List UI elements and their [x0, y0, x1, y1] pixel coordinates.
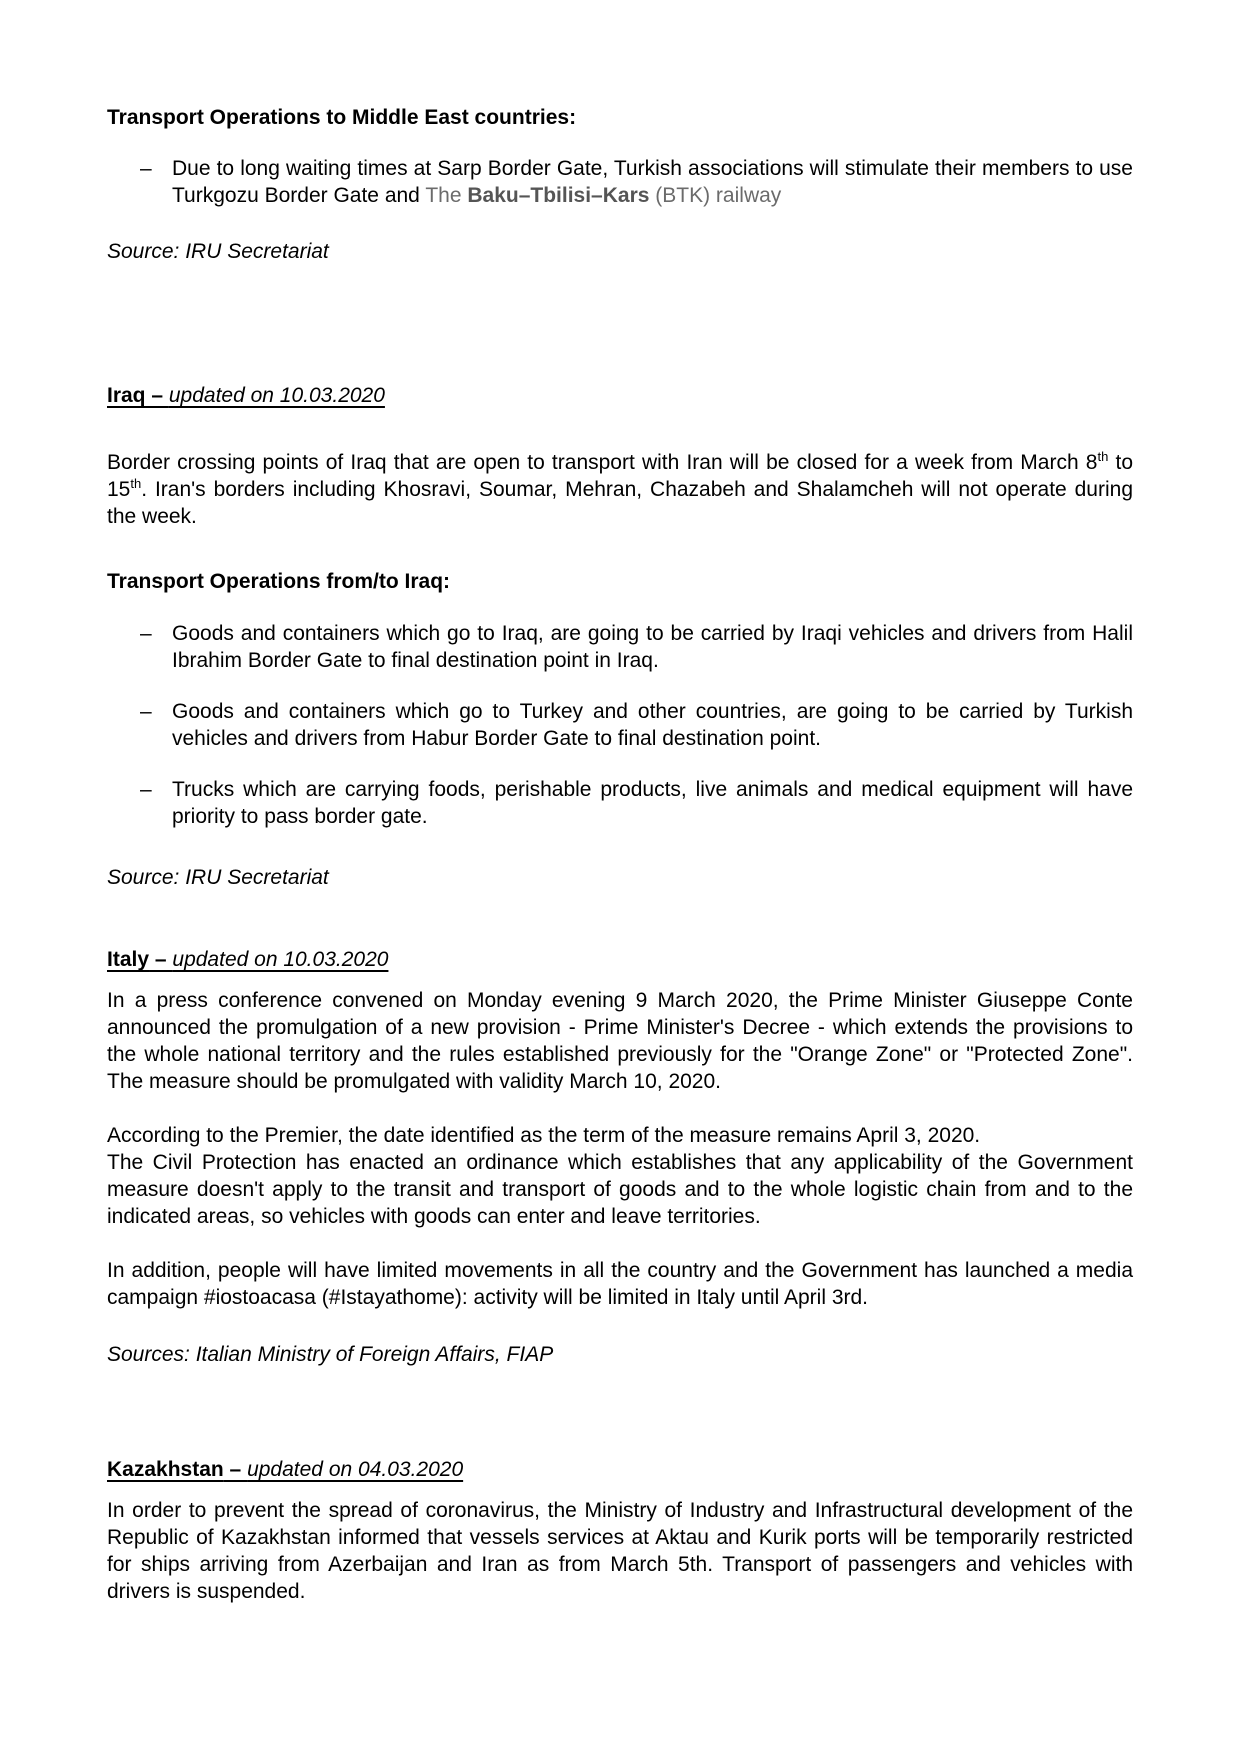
- iraq-bullet-item-3: [107, 776, 1133, 830]
- middle-east-bullet-item: [107, 155, 1133, 209]
- middle-east-bullet-text: [172, 155, 1133, 209]
- iraq-heading: [107, 382, 1133, 409]
- italy-paragraph-2-rest: The Civil Protection has enacted an ordinance which establishes that any applicability of the Government measure doesn't apply to the transit and transport of goods and to the whole logistic chain from and to the indicated areas, so vehicles with goods can enter and leave territories.: [107, 1151, 1133, 1228]
- bullet-dash: –: [140, 622, 152, 645]
- bullet-text-btk-railway-name: Baku–Tbilisi–Kars: [467, 184, 650, 207]
- iraq-heading-update-date: updated on 10.03.2020: [168, 384, 385, 407]
- bullet-text-black: Due to long waiting times at Sarp Border Gate, Turkish associations will stimulate their members to use Turkgozu Border Gate and: [172, 157, 1133, 207]
- italy-heading: [107, 946, 1133, 973]
- iraq-heading-separator: –: [145, 384, 169, 407]
- section-middle-east: [107, 104, 1133, 265]
- iraq-para-superscript-1: th: [1097, 449, 1109, 464]
- iraq-bullet-text-2: Goods and containers which go to Turkey and other countries, are going to be carried by Turkish vehicles and drivers from Habur Border Gate to final destination point.: [172, 700, 1133, 750]
- middle-east-heading: Transport Operations to Middle East countries:: [107, 106, 577, 129]
- kazakhstan-heading-separator: –: [223, 1458, 248, 1481]
- iraq-para-superscript-2: th: [130, 476, 142, 491]
- iraq-paragraph: [107, 449, 1133, 530]
- italy-heading-separator: –: [149, 948, 173, 971]
- iraq-para-part-1: Border crossing points of Iraq that are open to transport with Iran will be closed for a week from March 8: [107, 451, 1098, 474]
- section-iraq: [107, 382, 1133, 891]
- iraq-bullet-item-2: [107, 698, 1133, 752]
- kazakhstan-heading-country: Kazakhstan: [107, 1458, 224, 1481]
- iraq-para-part-2: to 15: [107, 451, 1133, 501]
- iraq-heading-country: Iraq: [107, 384, 146, 407]
- bullet-dash: –: [140, 778, 152, 801]
- source-line-italy: Sources: Italian Ministry of Foreign Affairs, FIAP: [107, 1343, 554, 1366]
- iraq-bullet-text-1: Goods and containers which go to Iraq, are going to be carried by Iraqi vehicles and drivers from Halil Ibrahim Border Gate to final destination point in Iraq.: [172, 622, 1133, 672]
- section-italy: [107, 946, 1133, 1368]
- source-line-iru-1: Source: IRU Secretariat: [107, 240, 329, 263]
- source-line-iru-2: Source: IRU Secretariat: [107, 866, 329, 889]
- iraq-bullet-item-1: [107, 620, 1133, 674]
- italy-paragraph-2-line-1: According to the Premier, the date identified as the term of the measure remains April 3, 2020.: [107, 1124, 981, 1147]
- bullet-text-gray-the: The: [425, 184, 468, 207]
- kazakhstan-heading-update-date: updated on 04.03.2020: [247, 1458, 464, 1481]
- iraq-subheading: Transport Operations from/to Iraq:: [107, 570, 451, 593]
- italy-paragraph-1: In a press conference convened on Monday evening 9 March 2020, the Prime Minister Giuseppe Conte announced the promulgation of a new provision - Prime Minister's Decree - which extends the provisions to the whole national territory and the rules established previously for the "Orange Zone" or "Protected Zone". The measure should be promulgated with validity March 10, 2020.: [107, 989, 1133, 1093]
- iraq-para-part-3: . Iran's borders including Khosravi, Soumar, Mehran, Chazabeh and Shalamcheh will not operate during the week.: [107, 478, 1133, 528]
- bullet-dash: –: [140, 700, 152, 723]
- italy-heading-update-date: updated on 10.03.2020: [172, 948, 389, 971]
- bullet-dash: –: [140, 157, 152, 180]
- italy-heading-country: Italy: [107, 948, 150, 971]
- section-kazakhstan: [107, 1456, 1133, 1605]
- kazakhstan-heading: [107, 1456, 1133, 1483]
- bullet-text-gray-suffix: (BTK) railway: [649, 184, 782, 207]
- kazakhstan-paragraph: In order to prevent the spread of coronavirus, the Ministry of Industry and Infrastructural development of the Republic of Kazakhstan informed that vessels services at Aktau and Kurik ports will be temporarily restricted for ships arriving from Azerbaijan and Iran as from March 5th. Transport of passengers and vehicles with drivers is suspended.: [107, 1499, 1133, 1603]
- italy-paragraph-3: In addition, people will have limited movements in all the country and the Government has launched a media campaign #iostoacasa (#Istayathome): activity will be limited in Italy until April 3rd.: [107, 1259, 1133, 1309]
- italy-paragraph-2: [107, 1122, 1133, 1230]
- iraq-bullet-text-3: Trucks which are carrying foods, perishable products, live animals and medical equipment will have priority to pass border gate.: [172, 778, 1133, 828]
